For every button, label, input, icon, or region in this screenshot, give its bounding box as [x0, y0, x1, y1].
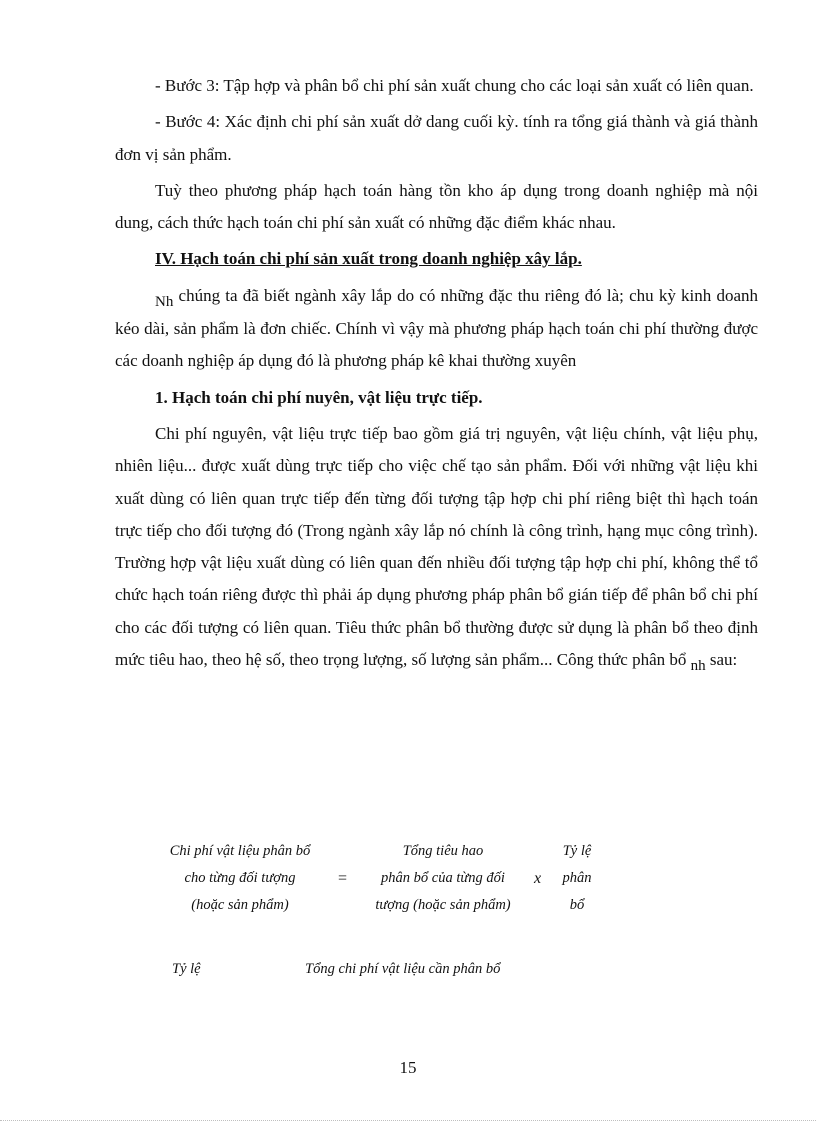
- formula-right-line-2: phân: [562, 870, 592, 886]
- formula-middle-line-3: tượng (hoặc sản phẩm): [375, 897, 511, 913]
- intro-text: chúng ta đã biết ngành xây lắp do có những đặc thu riêng đó là; chu kỳ kinh doanh kéo dài, sản phẩm là đơn chiếc. Chính vì vậy mà phương pháp hạch toán chi phí thường được các doanh nghiệp áp dụng đó là phương pháp kê khai thường xuyên: [115, 285, 758, 371]
- page-number: 15: [399, 1058, 417, 1077]
- formula-left-term: [145, 838, 335, 919]
- paragraph-direct-materials: [115, 418, 758, 677]
- formula-left-line-2: cho từng đối tượng: [184, 870, 296, 886]
- materials-text: Chi phí nguyên, vật liệu trực tiếp bao gồm giá trị nguyên, vật liệu chính, vật liệu phụ, nhiên liệu... được xuất dùng trực tiếp cho việc chế tạo sản phẩm. Đối với những vật liệu khi xuất dùng có liên quan trực tiếp đến từng đối tượng tập hợp chi phí riêng biệt thì hạch toán trực tiếp cho đối tượng đó (Trong ngành xây lắp nó chính là công trình, hạng mục công trình). Trường hợp vật liệu xuất dùng có liên quan đến nhiều đối tượng tập hợp chi phí, không thể tổ chức hạch toán riêng được thì phải áp dụng phương pháp phân bổ gián tiếp để phân bổ chi phí cho các đối tượng có liên quan. Tiêu thức phân bổ thường được sử dụng là phân bổ theo định mức tiêu hao, theo hệ số, theo trọng lượng, số lượng sản phẩm... Công thức phân bổ: [115, 423, 758, 670]
- formula-right-line-3: bổ: [569, 897, 585, 913]
- formula-equals-sign: =: [338, 870, 348, 887]
- section-heading: [115, 243, 758, 275]
- formula-left-line-3: (hoặc sản phẩm): [191, 897, 289, 913]
- materials-end: sau:: [705, 650, 738, 670]
- allocation-formula: [115, 838, 675, 918]
- formula-middle-line-2: phân bổ của từng đối: [381, 870, 505, 886]
- formula-times-sign: x: [534, 870, 542, 887]
- page-bottom-divider: [0, 1120, 816, 1121]
- formula-right-line-1: Tỷ lệ: [562, 843, 592, 859]
- ratio-label: Tỷ lệ: [172, 961, 201, 977]
- section-heading-text: IV. Hạch toán chi phí sản xuất trong doanh nghiệp xây lắp.: [155, 249, 582, 269]
- intro-lead-fragment: Nh: [155, 293, 174, 310]
- materials-nh-fragment: nh: [690, 658, 706, 675]
- formula-left-line-1: Chi phí vật liệu phân bổ: [169, 843, 311, 859]
- paragraph-construction-intro: [115, 280, 758, 378]
- paragraph-step-3: - Bước 3: Tập hợp và phân bổ chi phí sản xuất chung cho các loại sản xuất có liên quan.: [155, 76, 754, 95]
- paragraph-inventory-method: Tuỳ theo phương pháp hạch toán hàng tồn kho áp dụng trong doanh nghiệp mà nội dung, cách thức hạch toán chi phí sản xuất có những đặc điểm khác nhau.: [115, 180, 758, 233]
- paragraph-step-4: - Bước 4: Xác định chi phí sản xuất dở dang cuối kỳ. tính ra tổng giá thành và giá thành đơn vị sản phẩm.: [115, 112, 758, 164]
- formula-middle-term: [358, 838, 528, 919]
- page-body: [115, 70, 758, 681]
- ratio-numerator: Tổng chi phí vật liệu cần phân bổ: [305, 961, 501, 977]
- formula-middle-line-1: Tổng tiêu hao: [402, 843, 484, 859]
- subheading-direct-materials: 1. Hạch toán chi phí nuyên, vật liệu trực tiếp.: [155, 387, 483, 407]
- formula-right-term: [552, 838, 602, 919]
